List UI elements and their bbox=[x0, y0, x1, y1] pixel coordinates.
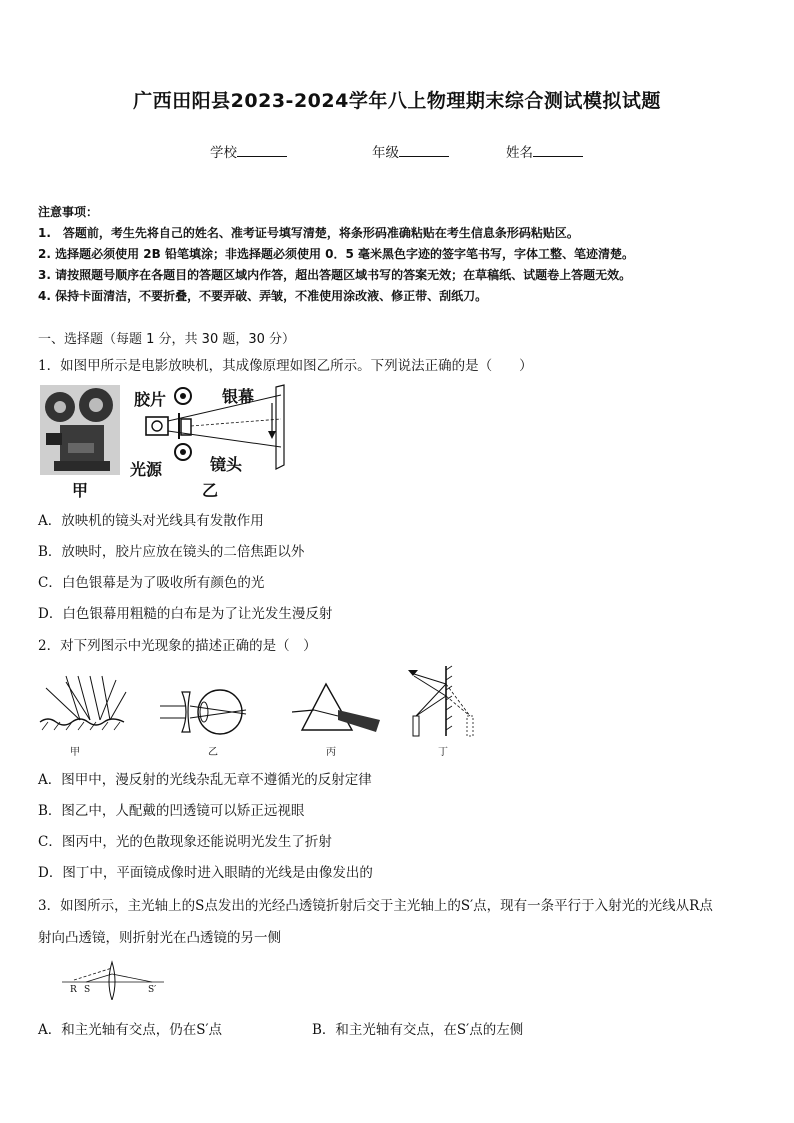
name-label: 姓名 bbox=[506, 145, 533, 161]
question-2-option-d: D．图丁中，平面镜成像时进入眼睛的光线是由像发出的 bbox=[38, 865, 373, 881]
notice-item: 1. 答题前，考生先将自己的姓名、准考证号填写清楚，将条形码准确粘贴在考生信息条形码粘贴区。 bbox=[38, 226, 579, 240]
notice-item: 2. 选择题必须使用 2B 铅笔填涂；非选择题必须使用 0．5 毫米黑色字迹的签字笔书写，字体工整、笔迹清楚。 bbox=[38, 247, 634, 261]
question-1-option-c: C．白色银幕是为了吸收所有颜色的光 bbox=[38, 575, 265, 591]
grade-field bbox=[372, 141, 449, 161]
concave-lens-eye-figure bbox=[158, 686, 252, 738]
notice-item: 3. 请按照题号顺序在各题目的答题区域内作答，超出答题区域书写的答案无效；在草稿纸、试题卷上答题无效。 bbox=[38, 268, 632, 282]
grade-blank bbox=[399, 144, 449, 157]
question-3-option-b: B．和主光轴有交点，在S′点的左侧 bbox=[312, 1022, 524, 1038]
name-blank bbox=[533, 144, 583, 157]
school-label: 学校 bbox=[210, 145, 237, 161]
name-field bbox=[506, 141, 583, 161]
question-1-option-b: B．放映时，胶片应放在镜头的二倍焦距以外 bbox=[38, 544, 305, 560]
label-light-source: 光源 bbox=[130, 460, 163, 479]
question-2-option-b: B．图乙中，人配戴的凹透镜可以矫正远视眼 bbox=[38, 803, 305, 819]
prism-dispersion-figure bbox=[292, 680, 384, 738]
projector-photo bbox=[40, 385, 120, 475]
question-3-stem-line2: 射向凸透镜，则折射光在凸透镜的另一侧 bbox=[38, 930, 281, 946]
question-2-stem: 2．对下列图示中光现象的描述正确的是（ ） bbox=[38, 638, 317, 654]
question-1-stem: 1．如图甲所示是电影放映机，其成像原理如图乙所示。下列说法正确的是（ ） bbox=[38, 358, 533, 374]
plane-mirror-figure bbox=[404, 664, 482, 740]
school-field bbox=[210, 141, 287, 161]
notice-item: 4. 保持卡面清洁，不要折叠，不要弄破、弄皱，不准使用涂改液、修正带、刮纸刀。 bbox=[38, 289, 488, 303]
label-lens: 镜头 bbox=[210, 455, 243, 474]
figure-label-yi: 乙 bbox=[202, 481, 219, 500]
figure-label-bing: 丙 bbox=[326, 747, 336, 758]
label-s: S bbox=[84, 985, 91, 995]
question-3-stem-line1: 3．如图所示，主光轴上的S点发出的光经凸透镜折射后交于主光轴上的S′点，现有一条平行于入射光的光线从R点 bbox=[38, 898, 713, 914]
school-blank bbox=[237, 144, 287, 157]
question-1-option-a: A．放映机的镜头对光线具有发散作用 bbox=[38, 513, 264, 529]
label-screen: 银幕 bbox=[222, 387, 255, 406]
question-1-option-d: D．白色银幕用粗糙的白布是为了让光发生漫反射 bbox=[38, 606, 333, 622]
label-film: 胶片 bbox=[134, 390, 167, 409]
figure-label-yi-2: 乙 bbox=[208, 747, 218, 758]
page-title: 广西田阳县2023-2024学年八上物理期末综合测试模拟试题 bbox=[133, 90, 661, 112]
question-2-option-a: A．图甲中，漫反射的光线杂乱无章不遵循光的反射定律 bbox=[38, 772, 372, 788]
section-heading: 一、选择题（每题 1 分，共 30 题，30 分） bbox=[38, 332, 296, 347]
figure-label-jia: 甲 bbox=[72, 481, 89, 500]
question-3-option-a: A．和主光轴有交点，仍在S′点 bbox=[38, 1022, 223, 1038]
label-r: R bbox=[70, 985, 77, 995]
notice-heading: 注意事项： bbox=[38, 205, 99, 219]
figure-label-ding: 丁 bbox=[438, 747, 448, 758]
grade-label: 年级 bbox=[372, 145, 399, 161]
figure-label-jia-2: 甲 bbox=[70, 747, 80, 758]
diffuse-reflection-figure bbox=[36, 672, 128, 738]
question-2-option-c: C．图丙中，光的色散现象还能说明光发生了折射 bbox=[38, 834, 332, 850]
label-s-prime: S′ bbox=[148, 985, 157, 995]
